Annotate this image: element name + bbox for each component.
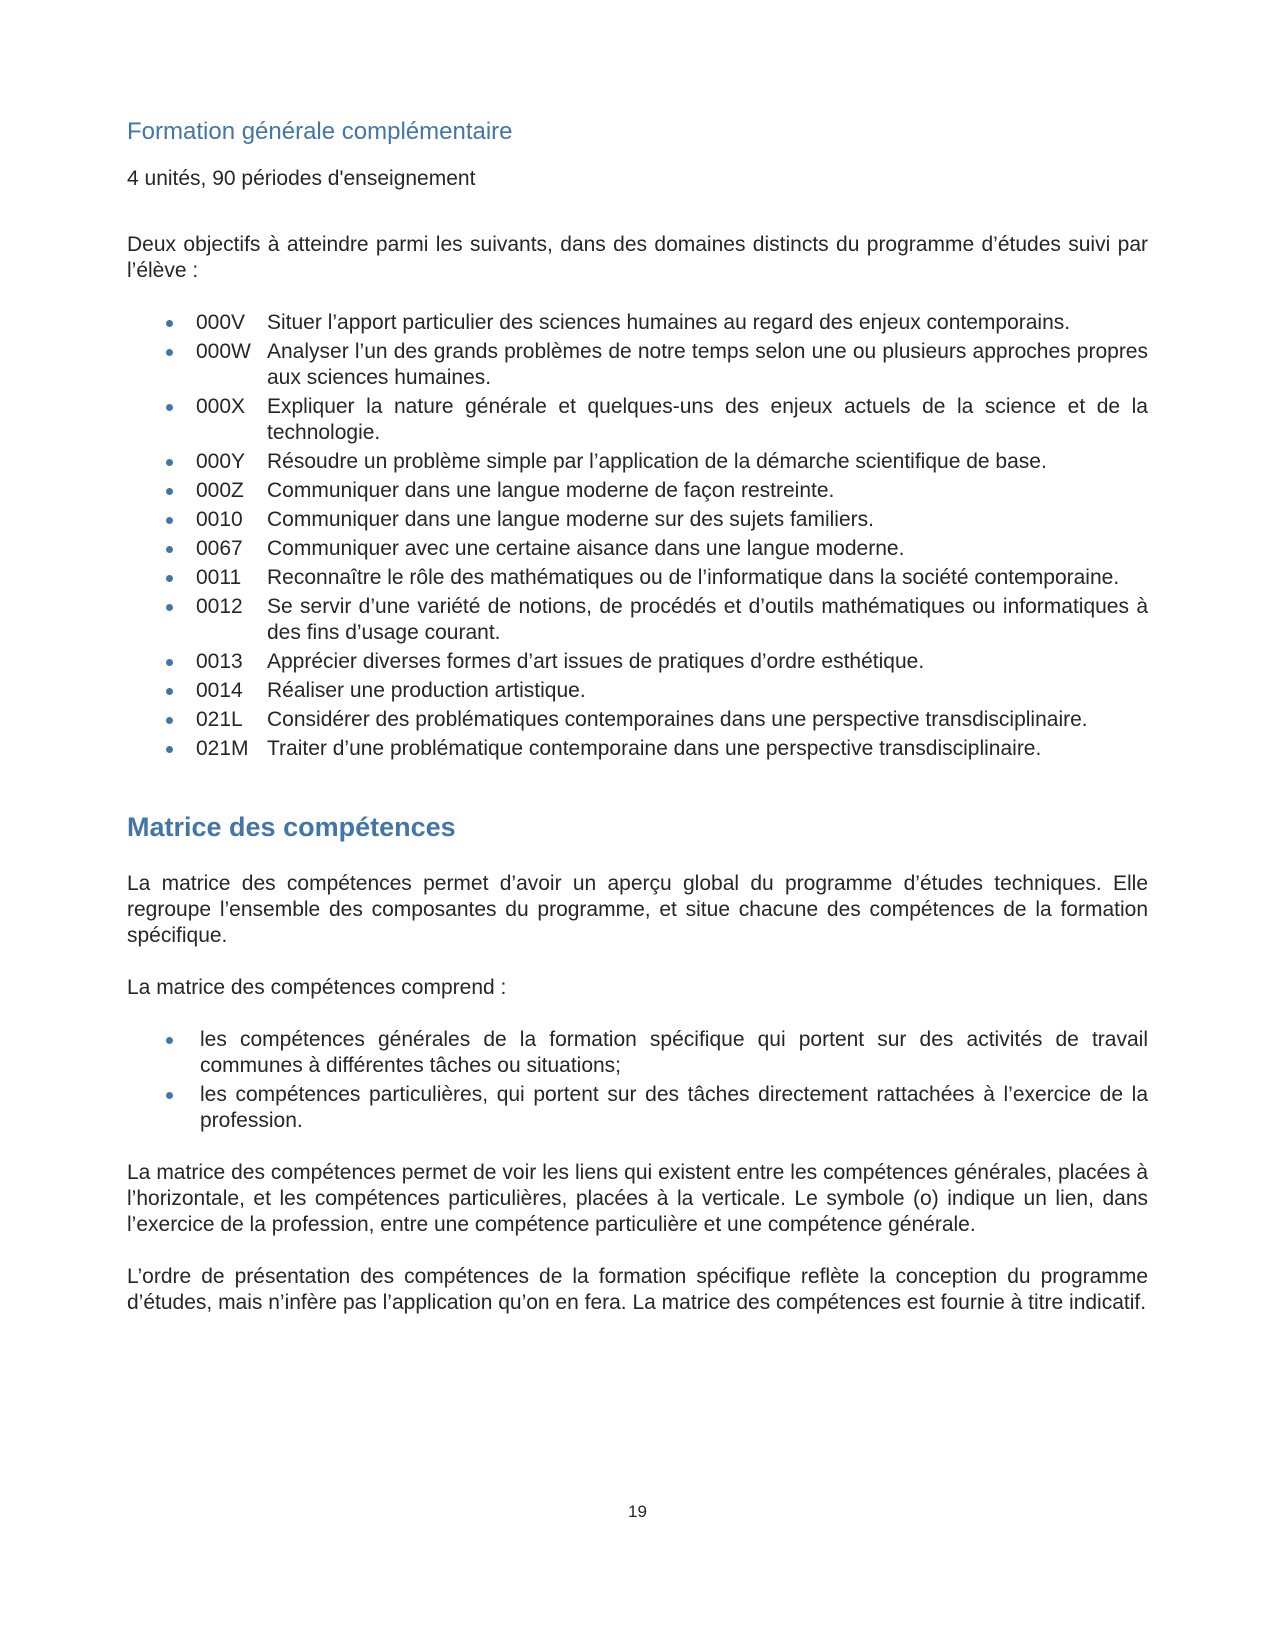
objective-text: Communiquer dans une langue moderne de façon restreinte. bbox=[267, 479, 835, 502]
bullet-icon bbox=[166, 565, 196, 591]
list-item bbox=[127, 1082, 1148, 1134]
bullet-icon bbox=[166, 394, 196, 420]
objective-code: 0012 bbox=[196, 595, 243, 618]
objective-code: 0014 bbox=[196, 679, 243, 702]
objective-text: Apprécier diverses formes d’art issues de pratiques d’ordre esthétique. bbox=[267, 650, 925, 673]
objective-code: 000Y bbox=[196, 450, 246, 473]
objective-item bbox=[127, 594, 1148, 646]
section-title: Formation générale complémentaire bbox=[127, 118, 513, 145]
objective-text: Résoudre un problème simple par l’application de la démarche scientifique de base. bbox=[267, 450, 1047, 473]
objective-code: 000V bbox=[196, 311, 246, 334]
bullet-icon bbox=[166, 678, 196, 704]
bullet-icon bbox=[166, 1027, 200, 1053]
bullet-icon bbox=[166, 339, 196, 365]
bullet-icon bbox=[166, 449, 196, 475]
objective-item bbox=[127, 449, 1148, 475]
objective-text: Expliquer la nature générale et quelques-uns des enjeux actuels de la science et de la technologie. bbox=[267, 395, 1148, 444]
list-item bbox=[127, 1027, 1148, 1079]
objective-item bbox=[127, 565, 1148, 591]
bullet-icon bbox=[166, 310, 196, 336]
objective-code: 021M bbox=[196, 737, 249, 760]
matrix-paragraph-4: L’ordre de présentation des compétences de la formation spécifique reflète la conception du programme d’études, mais n’infère pas l’application qu’on en fera. La matrice des compétences est fournie à titre indicatif. bbox=[127, 1265, 1148, 1314]
objective-code: 021L bbox=[196, 708, 243, 731]
bullet-icon bbox=[166, 736, 196, 762]
objective-code: 000X bbox=[196, 395, 246, 418]
bullet-icon bbox=[166, 707, 196, 733]
bullet-icon bbox=[166, 649, 196, 675]
matrix-bullet-list bbox=[127, 1027, 1148, 1134]
objective-code: 0010 bbox=[196, 508, 243, 531]
objective-code: 000Z bbox=[196, 479, 244, 502]
objective-text: Analyser l’un des grands problèmes de notre temps selon une ou plusieurs approches propres aux sciences humaines. bbox=[267, 340, 1148, 389]
list-item-text: les compétences générales de la formation spécifique qui portent sur des activités de travail communes à différentes tâches ou situations; bbox=[200, 1028, 1148, 1077]
objective-item bbox=[127, 707, 1148, 733]
objective-text: Considérer des problématiques contemporaines dans une perspective transdisciplinaire. bbox=[267, 708, 1088, 731]
objective-text: Réaliser une production artistique. bbox=[267, 679, 586, 702]
objective-code: 0011 bbox=[196, 566, 242, 589]
objective-item bbox=[127, 394, 1148, 446]
objective-item bbox=[127, 339, 1148, 391]
objective-text: Traiter d’une problématique contemporaine dans une perspective transdisciplinaire. bbox=[267, 737, 1042, 760]
bullet-icon bbox=[166, 478, 196, 504]
objective-code: 000W bbox=[196, 340, 251, 363]
matrix-paragraph-2: La matrice des compétences comprend : bbox=[127, 976, 507, 999]
objective-code: 0067 bbox=[196, 537, 243, 560]
objective-item bbox=[127, 507, 1148, 533]
objective-code: 0013 bbox=[196, 650, 243, 673]
objective-item bbox=[127, 736, 1148, 762]
objective-item bbox=[127, 478, 1148, 504]
objective-text: Se servir d’une variété de notions, de procédés et d’outils mathématiques ou informatiques à des fins d’usage courant. bbox=[267, 595, 1148, 644]
page-number: 19 bbox=[628, 1502, 647, 1521]
objective-item bbox=[127, 536, 1148, 562]
intro-paragraph: Deux objectifs à atteindre parmi les suivants, dans des domaines distincts du programme d’études suivi par l’élève : bbox=[127, 233, 1148, 282]
objective-text: Reconnaître le rôle des mathématiques ou de l’informatique dans la société contemporaine. bbox=[267, 566, 1120, 589]
matrix-paragraph-3: La matrice des compétences permet de voir les liens qui existent entre les compétences générales, placées à l’horizontale, et les compétences particulières, placées à la verticale. Le symbole (o) indique un lien, dans l’exercice de la profession, entre une compétence particulière et une compétence générale. bbox=[127, 1161, 1148, 1236]
objective-text: Communiquer dans une langue moderne sur des sujets familiers. bbox=[267, 508, 874, 531]
matrix-paragraph-1: La matrice des compétences permet d’avoir un aperçu global du programme d’études techniques. Elle regroupe l’ensemble des composantes du programme, et situe chacune des compétences de la formation spécifique. bbox=[127, 872, 1148, 947]
objective-item bbox=[127, 678, 1148, 704]
list-item-text: les compétences particulières, qui portent sur des tâches directement rattachées à l’exercice de la profession. bbox=[200, 1083, 1148, 1132]
matrix-heading: Matrice des compétences bbox=[127, 812, 456, 842]
objective-item bbox=[127, 310, 1148, 336]
objectives-list bbox=[127, 310, 1148, 762]
bullet-icon bbox=[166, 1082, 200, 1108]
bullet-icon bbox=[166, 594, 196, 620]
bullet-icon bbox=[166, 507, 196, 533]
units-subtitle: 4 unités, 90 périodes d'enseignement bbox=[127, 167, 476, 190]
objective-text: Communiquer avec une certaine aisance dans une langue moderne. bbox=[267, 537, 905, 560]
bullet-icon bbox=[166, 536, 196, 562]
objective-item bbox=[127, 649, 1148, 675]
objective-text: Situer l’apport particulier des sciences humaines au regard des enjeux contemporains. bbox=[267, 311, 1071, 334]
